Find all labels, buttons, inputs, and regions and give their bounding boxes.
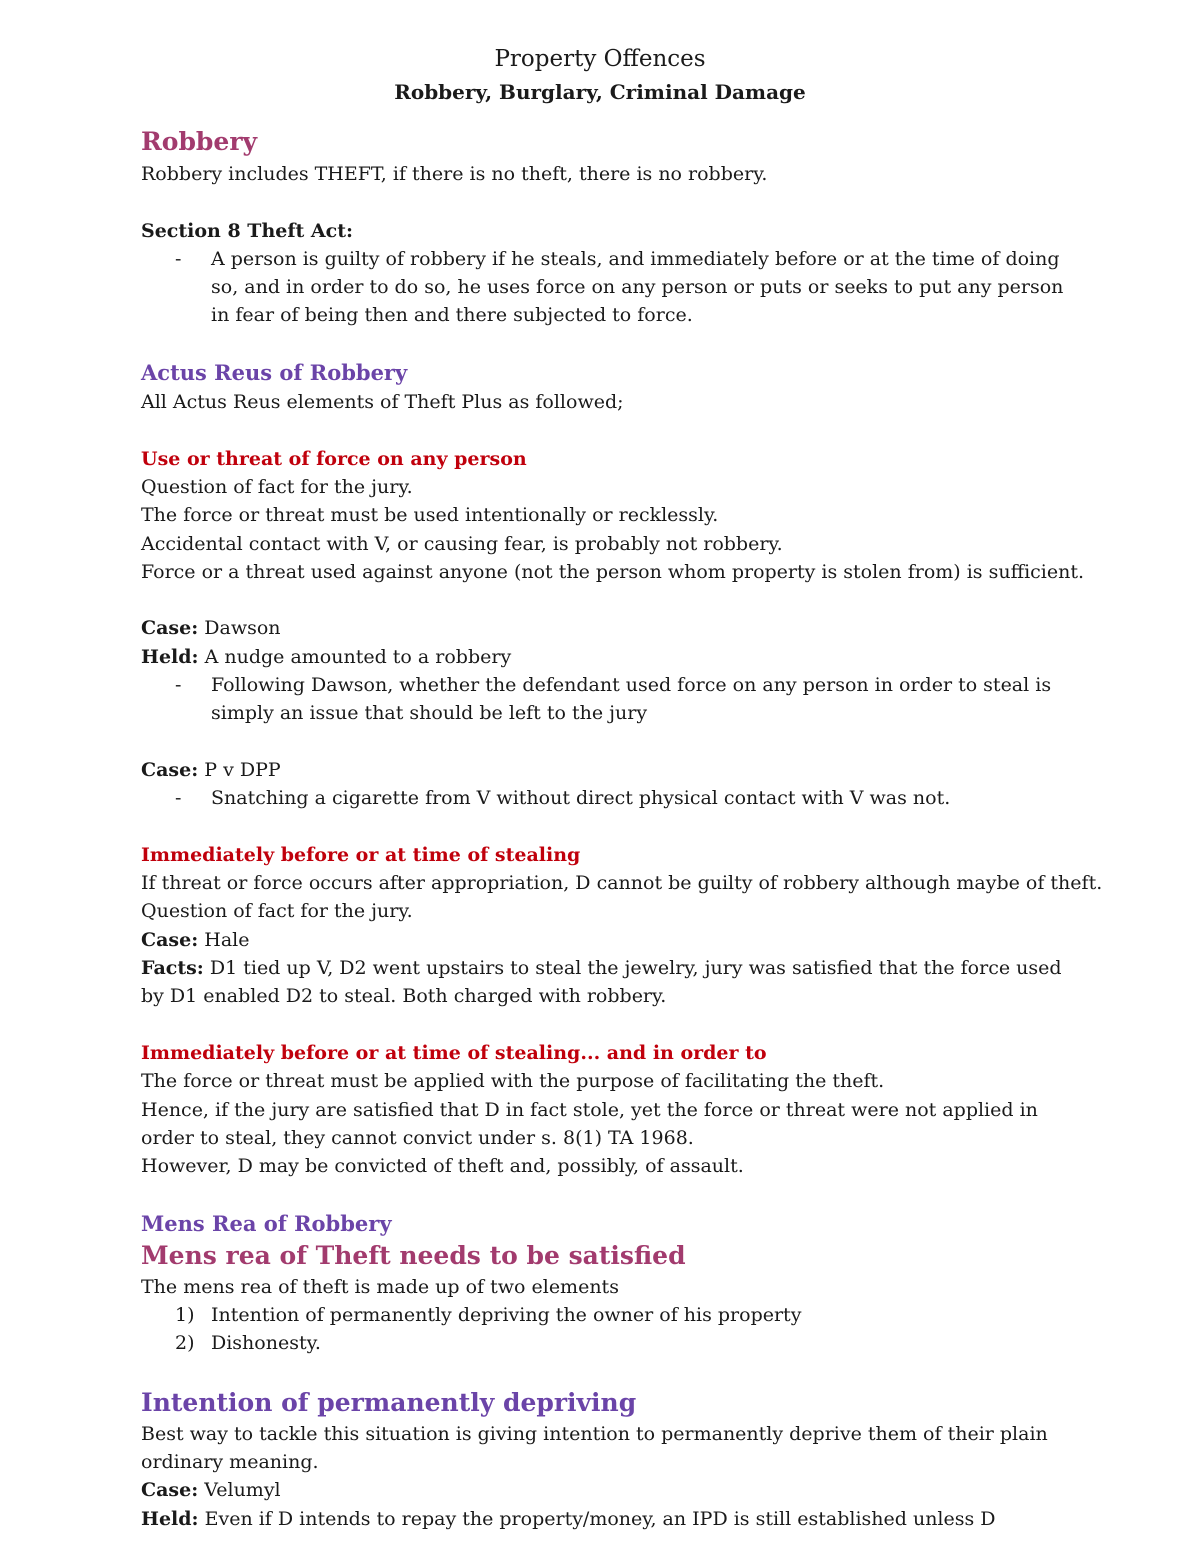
section-8-line: A person is guilty of robbery if he steals, and immediately before or at the time of doing	[211, 247, 1060, 270]
held-velumyl	[141, 1505, 1086, 1533]
force-line: The force or threat must be used intentionally or recklessly.	[141, 504, 719, 527]
mens-rea-subheading: Mens rea of Theft needs to be satisfied	[141, 1240, 686, 1270]
ipd-heading: Intention of permanently depriving	[141, 1387, 637, 1417]
purpose-line: However, D may be convicted of theft and, possibly, of assault.	[141, 1155, 744, 1178]
force-line: Question of fact for the jury.	[141, 475, 413, 498]
held-dawson	[141, 643, 1086, 671]
mens-rea-intro: The mens rea of theft is made up of two elements	[141, 1275, 619, 1298]
held-text: Even if D intends to repay the property/money, an IPD is still established unless D	[198, 1507, 996, 1530]
case-name: Dawson	[198, 617, 281, 640]
case-label: Case:	[141, 928, 199, 951]
dawson-bullet	[141, 671, 1086, 728]
facts-label: Facts:	[141, 957, 204, 980]
item-text: Intention of permanently depriving the owner of his property	[211, 1303, 802, 1326]
held-label: Held:	[141, 645, 199, 668]
section-8-line: so, and in order to do so, he uses force on any person or puts or seeks to put any person	[211, 276, 1064, 299]
p-v-dpp-bullet-text: Snatching a cigarette from V without direct physical contact with V was not.	[211, 787, 951, 810]
document-subtitle: Robbery, Burglary, Criminal Damage	[394, 80, 806, 104]
held-label: Held:	[141, 1507, 199, 1530]
purpose-line: The force or threat must be applied with the purpose of facilitating the theft.	[141, 1070, 885, 1093]
mens-rea-item	[141, 1301, 1086, 1329]
dawson-bullet-line: Following Dawson, whether the defendant used force on any person in order to steal is	[211, 674, 1052, 697]
case-label: Case:	[141, 617, 199, 640]
bullet-marker: -	[175, 674, 182, 697]
purpose-line: Hence, if the jury are satisfied that D in fact stole, yet the force or threat were not applied in	[141, 1098, 1038, 1121]
timing-line: If threat or force occurs after appropriation, D cannot be guilty of robbery although maybe of theft.	[141, 872, 1103, 895]
case-name: Hale	[198, 928, 250, 951]
robbery-heading: Robbery	[141, 127, 258, 156]
force-line: Force or a threat used against anyone (not the person whom property is stolen from) is sufficient.	[141, 560, 1085, 583]
timing-heading: Immediately before or at time of stealing	[141, 843, 581, 866]
mens-rea-item	[141, 1329, 1086, 1357]
case-velumyl	[141, 1476, 1086, 1504]
purpose-heading: Immediately before or at time of stealing... and in order to	[141, 1041, 767, 1064]
facts-text: D1 tied up V, D2 went upstairs to steal the jewelry, jury was satisfied that the force used	[203, 957, 1062, 980]
section-8-line: in fear of being then and there subjected to force.	[211, 304, 693, 327]
ipd-line: Best way to tackle this situation is giving intention to permanently deprive them of their plain	[141, 1422, 1048, 1445]
item-number: 2)	[175, 1332, 195, 1355]
item-text: Dishonesty.	[211, 1332, 321, 1355]
section-8-label: Section 8 Theft Act:	[141, 219, 354, 242]
case-label: Case:	[141, 1479, 199, 1502]
case-name: Velumyl	[198, 1479, 281, 1502]
case-name: P v DPP	[198, 758, 281, 781]
actus-reus-heading: Actus Reus of Robbery	[141, 360, 408, 386]
force-heading: Use or threat of force on any person	[141, 447, 527, 470]
ipd-line: ordinary meaning.	[141, 1451, 319, 1474]
dawson-bullet-line: simply an issue that should be left to the jury	[211, 702, 648, 725]
item-number: 1)	[175, 1303, 195, 1326]
case-label: Case:	[141, 758, 199, 781]
case-dawson	[141, 614, 1086, 642]
document-body	[141, 124, 1103, 1533]
force-line: Accidental contact with V, or causing fear, is probably not robbery.	[141, 532, 783, 555]
bullet-marker: -	[175, 787, 182, 810]
robbery-intro: Robbery includes THEFT, if there is no theft, there is no robbery.	[141, 163, 768, 185]
held-text: A nudge amounted to a robbery	[198, 645, 512, 668]
section-8-bullet	[141, 245, 1086, 330]
bullet-marker: -	[175, 247, 182, 270]
case-p-v-dpp	[141, 756, 1086, 784]
purpose-line: order to steal, they cannot convict under s. 8(1) TA 1968.	[141, 1126, 694, 1149]
document-title: Property Offences	[494, 46, 706, 72]
mens-rea-heading: Mens Rea of Robbery	[141, 1210, 392, 1236]
timing-line: Question of fact for the jury.	[141, 900, 413, 923]
facts-hale-cont: by D1 enabled D2 to steal. Both charged with robbery.	[141, 985, 667, 1008]
case-hale	[141, 926, 1086, 954]
facts-hale	[141, 954, 1086, 982]
actus-reus-text: All Actus Reus elements of Theft Plus as followed;	[141, 391, 624, 414]
p-v-dpp-bullet	[141, 784, 1086, 812]
